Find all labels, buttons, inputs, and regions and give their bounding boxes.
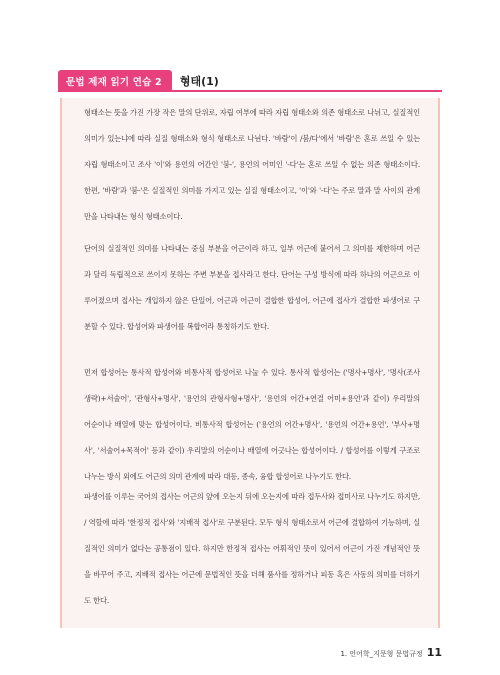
- passage-box: [60, 98, 440, 628]
- paragraph-4: 파생어를 이루는 국어의 접사는 어근의 앞에 오는지 뒤에 오는지에 따라 접두사와 접미사로 나누기도 하지만, / 역할에 따라 '한정적 접사'와 '지배적 접사'로 구분된다. 모두 형식 형태소로서 어근에 결합하여 기능하며, 실질적인 의미가 없다는 공통점이 있다. 하지만 한정적 접사는 어휘적인 뜻이 있어서 어근이 가진 개념적인 뜻을 바꾸어 주고, 지배적 접사는 어근에 문법적인 뜻을 더해 품사를 정하거나 피동 혹은 사동의 의미를 더하기도 한다.: [84, 492, 420, 605]
- header-rule: [58, 90, 442, 92]
- paragraph-3: 먼저 합성어는 통사적 합성어와 비통사적 합성어로 나눌 수 있다. 통사적 합성어는 ('명사+명사', '명사(조사생략)+서술어', '관형사+명사', '용언의 관형사형+명사', '용언의 어간+연결 어미+용언'과 같이) 우리말의 어순이나 배열에 맞는 합성어이다. 비통사적 합성어는 ('용언의 어간+명사', '용언의 어간+용언', '부사+명사', '서술어+목적어' 등과 같이) 우리말의 어순이나 배열에 어긋나는 합성어이다. / 합성어를 이렇게 구조로 나누는 방식 외에도 어근의 의미 관계에 따라 대등, 종속, 융합 합성어로 나누기도 한다.: [84, 368, 420, 481]
- paragraph-2: 단어의 실질적인 의미를 나타내는 중심 부분을 어근이라 하고, 일부 어근에 붙어서 그 의미를 제한하며 어근과 달리 독립적으로 쓰이지 못하는 주변 부분을 접사라고 한다. 단어는 구성 방식에 따라 하나의 어근으로 이루어졌으며 접사는 개입하지 않은 단일어, 어근과 어근이 결합한 합성어, 어근에 접사가 결합한 파생어로 구분할 수 있다. 합성어와 파생어를 복합어라 통칭하기도 한다.: [84, 244, 420, 331]
- section-title: 형태(1): [179, 75, 219, 88]
- page-number: 11: [426, 646, 442, 659]
- paragraph-1: 형태소는 뜻을 가진 가장 작은 말의 단위로, 자립 여부에 따라 자립 형태소와 의존 형태소로 나뉘고, 실질적인 의미가 있는냐에 따라 실질 형태소와 형식 형태소로 나뉜다. '바람'이 /붐/다'에서 '바람'은 혼로 쓰일 수 있는 자립 형태소이고 조사 '이'와 용언의 어간인 '붐-', 용언의 어미인 '-다'는 혼로 쓰일 수 없는 의존 형태소이다. 한편, '바람'과 '붐-'은 실질적인 의미를 가지고 있는 실질 형태소이고, '이'와 '-다'는 주로 말과 말 사이의 관계만을 나타내는 형식 형태소이다.: [84, 108, 420, 221]
- page-footer: [340, 646, 442, 659]
- footer-text: 1. 언어학_지문형 문법규정: [340, 650, 423, 658]
- section-header: [58, 70, 219, 92]
- section-label: 문법 제재 읽기 연습 2: [58, 70, 172, 92]
